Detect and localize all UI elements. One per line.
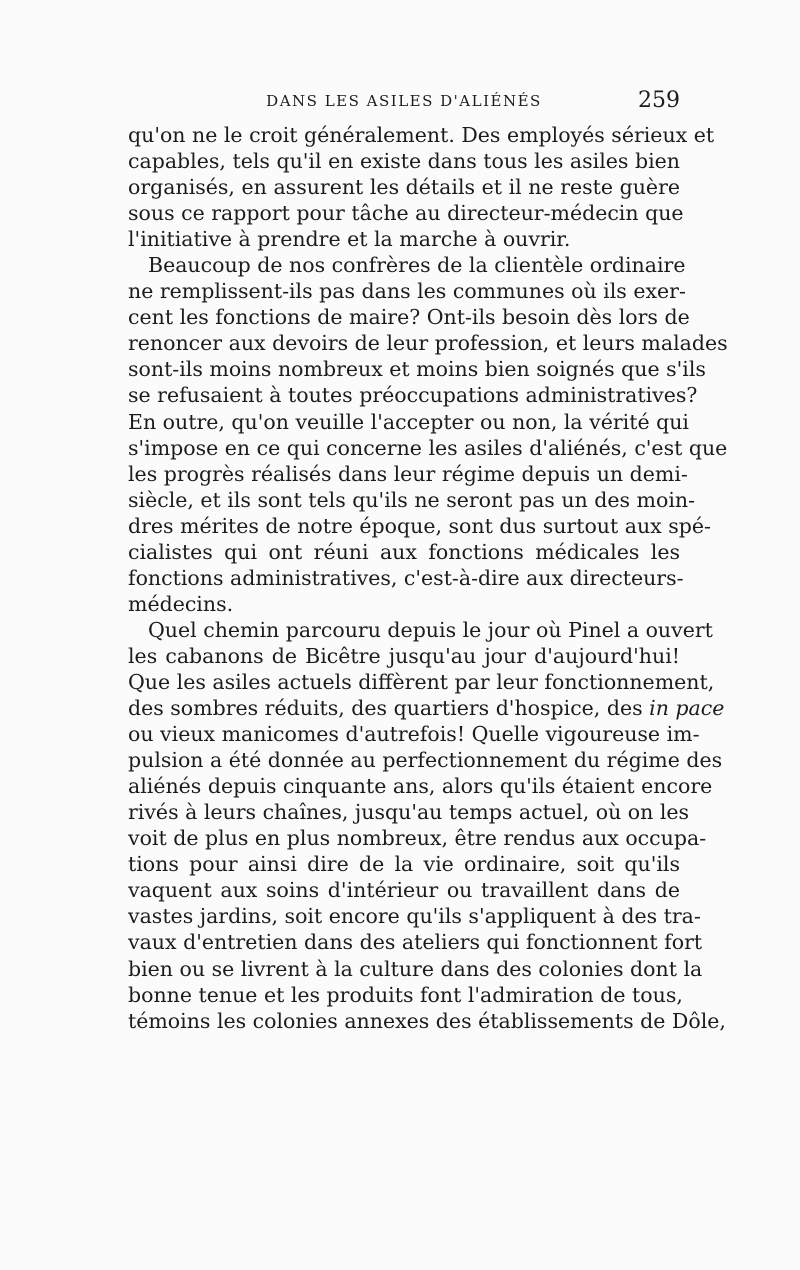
running-head: DANS LES ASILES D'ALIÉNÉS xyxy=(266,92,542,110)
text-line: En outre, qu'on veuille l'accepter ou non, la vérité qui xyxy=(128,409,689,434)
text-line: pulsion a été donnée au perfectionnement du régime des xyxy=(128,748,723,773)
text-line: les cabanons de Bicêtre jusqu'au jour d'aujourd'hui! xyxy=(128,643,680,668)
text-line: Beaucoup de nos confrères de la clientèle ordinaire xyxy=(148,253,686,278)
text-line: qu'on ne le croit généralement. Des employés sérieux et xyxy=(128,123,715,147)
text-line: dres mérites de notre époque, sont dus surtout aux spé- xyxy=(128,513,711,538)
text-line: renoncer aux devoirs de leur profession, et leurs malades xyxy=(128,331,728,356)
text-line: se refusaient à toutes préoccupations administratives? xyxy=(128,383,698,408)
text-line: témoins les colonies annexes des établissements de Dôle, xyxy=(128,1008,726,1033)
text-line: cent les fonctions de maire? Ont-ils besoin dès lors de xyxy=(128,305,690,330)
text-line: s'impose en ce qui concerne les asiles d'aliénés, c'est que xyxy=(128,435,728,460)
text-line: voit de plus en plus nombreux, être rendus aux occupa- xyxy=(128,826,707,851)
text-line: sont-ils moins nombreux et moins bien soignés que s'ils xyxy=(128,357,706,382)
text-line: Que les asiles actuels diffèrent par leur fonctionnement, xyxy=(128,669,715,694)
text-line: vastes jardins, soit encore qu'ils s'appliquent à des tra- xyxy=(128,904,701,929)
text-line: ne remplissent-ils pas dans les communes où ils exer- xyxy=(128,279,686,304)
text-line: bien ou se livrent à la culture dans des colonies dont la xyxy=(128,956,703,981)
text-line: capables, tels qu'il en existe dans tous les asiles bien xyxy=(128,149,680,174)
text-line: aliénés depuis cinquante ans, alors qu'ils étaient encore xyxy=(128,774,713,799)
text-line: bonne tenue et les produits font l'admiration de tous, xyxy=(128,982,683,1007)
text-line: cialistes qui ont réuni aux fonctions médicales les xyxy=(128,539,680,564)
italic-phrase: in pace xyxy=(649,696,725,721)
text-line-with-italic: des sombres réduits, des quartiers d'hospice, des in pace xyxy=(128,696,725,721)
text-line: siècle, et ils sont tels qu'ils ne seront pas un des moin- xyxy=(128,487,696,512)
page-header xyxy=(128,88,680,118)
page-number: 259 xyxy=(638,88,680,113)
text-line: sous ce rapport pour tâche au directeur-médecin que xyxy=(128,201,684,226)
text-line: vaux d'entretien dans des ateliers qui fonctionnent fort xyxy=(128,930,703,955)
paragraph-3 xyxy=(128,617,726,1034)
paragraph-1 xyxy=(128,122,715,252)
paragraph-2 xyxy=(128,252,728,617)
text-line: l'initiative à prendre et la marche à ouvrir. xyxy=(128,227,571,252)
text-line: Quel chemin parcouru depuis le jour où Pinel a ouvert xyxy=(148,617,713,642)
body-text xyxy=(128,122,728,1034)
text-line: les progrès réalisés dans leur régime depuis un demi- xyxy=(128,461,688,486)
text-line: ou vieux manicomes d'autrefois! Quelle vigoureuse im- xyxy=(128,722,700,747)
text-line: organisés, en assurent les détails et il ne reste guère xyxy=(128,175,680,200)
text-line: tions pour ainsi dire de la vie ordinaire, soit qu'ils xyxy=(128,852,680,877)
text-line: fonctions administratives, c'est-à-dire aux directeurs- xyxy=(128,565,684,590)
text-line: vaquent aux soins d'intérieur ou travaillent dans de xyxy=(128,878,680,903)
text-line: médecins. xyxy=(128,591,234,616)
text-line: rivés à leurs chaînes, jusqu'au temps actuel, où on les xyxy=(128,800,690,825)
